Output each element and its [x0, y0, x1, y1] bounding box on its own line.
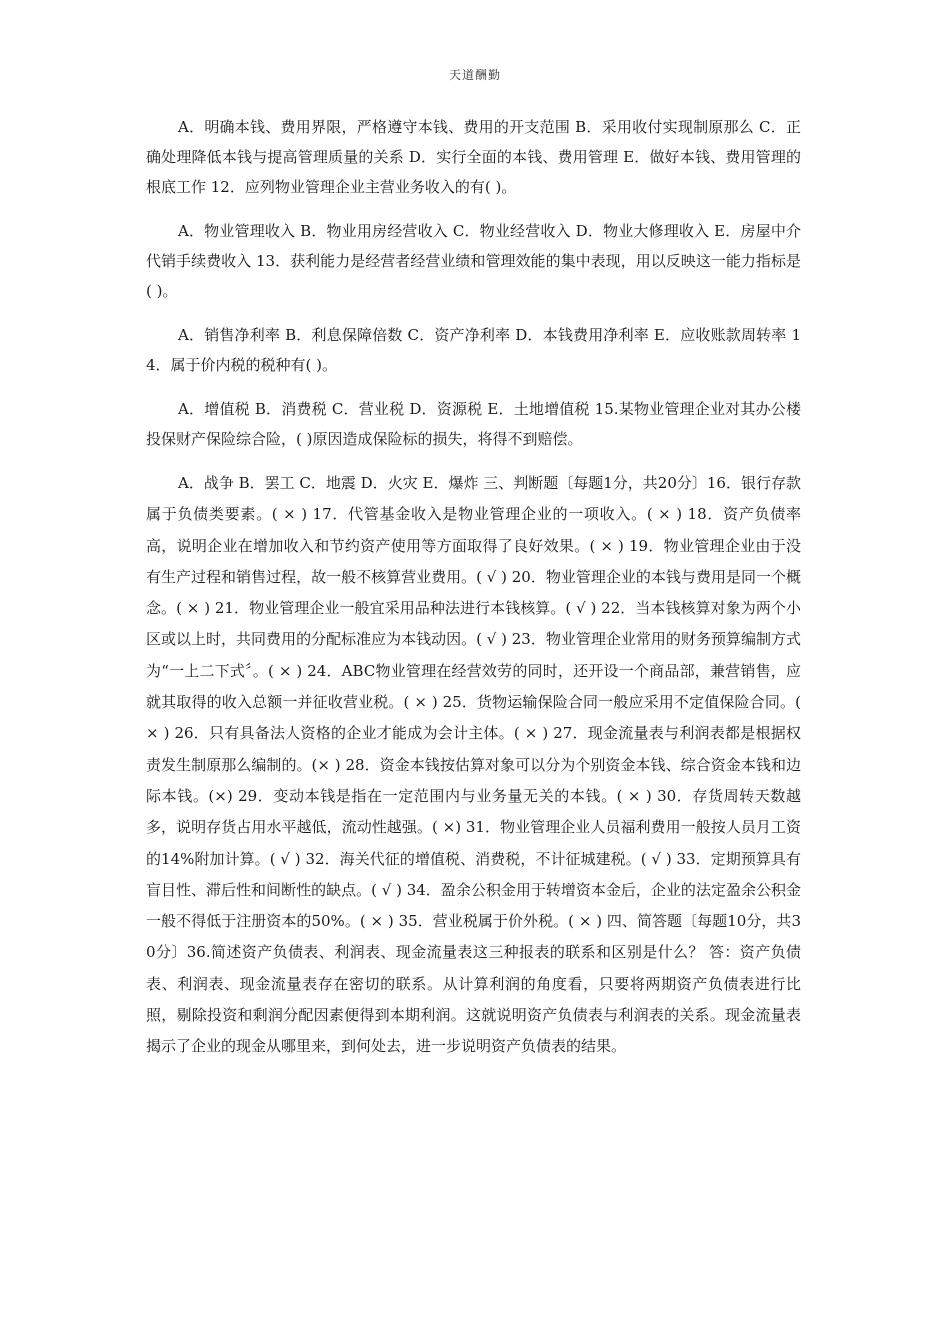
document-body [146, 112, 801, 1077]
paragraph-judgement-and-short-answer: A．战争 B．罢工 C．地震 D．火灾 E．爆炸 三、判断题〔每题1分，共20分〕16．银行存款属于负债类要素。( × ) 17．代管基金收入是物业管理企业的一项收入。( × ) 18．资产负债率高，说明企业在增加收入和节约资产使用等方面取得了良好效果。( × ) 19．物业管理企业由于没有生产过程和销售过程，故一般不核算营业费用。( √ ) 20．物业管理企业的本钱与费用是同一个概念。( × ) 21．物业管理企业一般宜采用品种法进行本钱核算。( √ ) 22．当本钱核算对象为两个小区或以上时，共同费用的分配标准应为本钱动因。( √ ) 23．物业管理企业常用的财务预算编制方式为“一上二下式〞。( × ) 24．ABC物业管理在经营效劳的同时，还开设一个商品部，兼营销售，应就其取得的收入总额一并征收营业税。( × ) 25．货物运输保险合同一般应采用不定值保险合同。( × ) 26．只有具备法人资格的企业才能成为会计主体。( × ) 27．现金流量表与利润表都是根据权责发生制原那么编制的。(× ) 28．资金本钱按估算对象可以分为个别资金本钱、综合资金本钱和边际本钱。(×) 29．变动本钱是指在一定范围内与业务量无关的本钱。( × ) 30．存货周转天数越多，说明存货占用水平越低，流动性越强。( ×) 31．物业管理企业人员福利费用一般按人员月工资的14%附加计算。( √ ) 32．海关代征的增值税、消费税，不计征城建税。( √ ) 33．定期预算具有盲目性、滞后性和间断性的缺点。( √ ) 34．盈余公积金用于转增资本金后，企业的法定盈余公积金一般不得低于注册资本的50%。( × ) 35．营业税属于价外税。( × ) 四、简答题〔每题10分，共30分〕36.简述资产负债表、利润表、现金流量表这三种报表的联系和区别是什么？ 答：资产负债表、利润表、现金流量表存在密切的联系。从计算利润的角度看，只要将两期资产负债表进行比照，剔除投资和剩润分配因素便得到本期利润。这就说明资产负债表与利润表的关系。现金流量表揭示了企业的现金从哪里来，到何处去，进一步说明资产负债表的结果。 [146, 474, 801, 1056]
paragraph-q11-options: A．明确本钱、费用界限，严格遵守本钱、费用的开支范围 B．采用收付实现制原那么 C．正确处理降低本钱与提高管理质量的关系 D．实行全面的本钱、费用管理 E．做好本钱、费用管理的根底工作 12．应列物业管理企业主营业务收入的有( )。 [146, 118, 801, 196]
paragraph-q13-options: A．销售净利率 B．利息保障倍数 C．资产净利率 D．本钱费用净利率 E．应收账款周转率 14．属于价内税的税种有( )。 [146, 326, 801, 374]
paragraph-q14-options: A．增值税 B．消费税 C．营业税 D．资源税 E．土地增值税 15.某物业管理企业对其办公楼投保财产保险综合险，( )原因造成保险标的损失，将得不到赔偿。 [146, 400, 801, 448]
paragraph-q12-options: A．物业管理收入 B．物业用房经营收入 C．物业经营收入 D．物业大修理收入 E．房屋中介代销手续费收入 13．获利能力是经营者经营业绩和管理效能的集中表现，用以反映这一能力指标是( )。 [146, 222, 801, 300]
page-header: 天道酬勤 [448, 68, 501, 82]
